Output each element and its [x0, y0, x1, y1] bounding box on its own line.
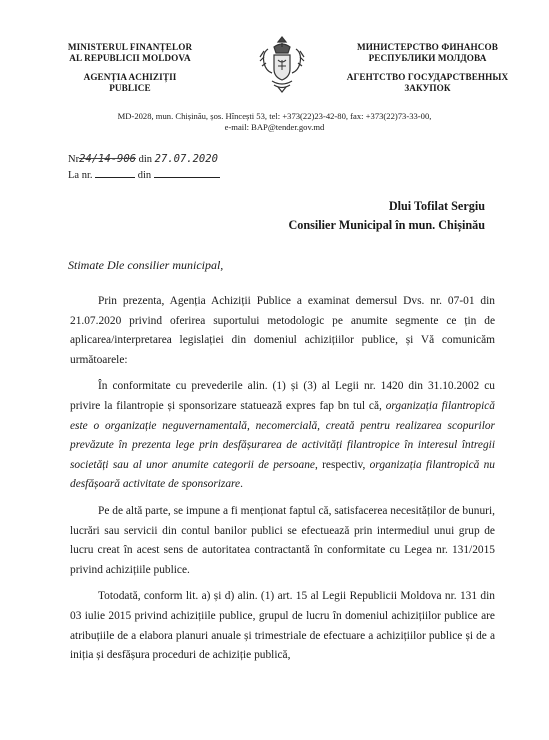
paragraph-2-connector: , respectiv,	[315, 458, 370, 471]
ministry-name-ro-line2: AL REPUBLICII MOLDOVA	[69, 53, 191, 63]
din2-blank	[154, 167, 220, 178]
header-right	[345, 42, 510, 94]
recipient-title: Consilier Municipal în mun. Chișinău	[288, 218, 485, 232]
header-left	[60, 42, 200, 94]
date-value: 27.07.2020	[154, 153, 218, 165]
contact-email: e-mail: BAP@tender.gov.md	[224, 122, 325, 132]
recipient-name: Dlui Tofilat Sergiu	[388, 199, 485, 213]
agency-name-ru-line2: ЗАКУПОК	[404, 83, 451, 93]
letter-body	[70, 292, 495, 673]
contact-address: MD-2028, mun. Chișinău, șos. Hîncești 53, tel: +373(22)23-42-80, fax: +373(22)73-33-00,	[117, 111, 432, 121]
agency-name-ro-line2: PUBLICE	[109, 83, 151, 93]
paragraph-4: Totodată, conform lit. a) și d) alin. (1) art. 15 al Legii Republicii Moldova nr. 131 din 03 iulie 2015 privind achizițiile publice, grupul de lucru în domeniul achizițiilor publice are atribuțiile de a elabora planuri anuale și trimestriale de efectuare a achizițiilor publice și de a iniția și desfășura proceduri de achiziție publică,	[70, 590, 495, 662]
ministry-name-ru-line1: МИНИСТЕРСТВО ФИНАНСОВ	[356, 42, 499, 52]
reply-reference-line	[68, 167, 220, 182]
paragraph-2-quote-2: organizația filantropică nu desfășoară activitate de sponsorizare	[70, 458, 496, 491]
la-nr-label: La nr.	[68, 170, 93, 181]
reference-number-line	[68, 153, 218, 166]
nr-value: 24/14-906	[79, 153, 136, 165]
din-label: din	[138, 154, 153, 165]
din2-label: din	[137, 170, 152, 181]
paragraph-3: Pe de altă parte, se impune a fi menționat faptul că, satisfacerea necesităților de bunuri, lucrări sau servicii din contul banilor publici se efectuează prin intermediul unui grup de lucru creat în acest sens de autoritatea contractantă în conformitate cu Legea nr. 131/2015 privind achizițiile publice.	[70, 504, 495, 576]
paragraph-1: Prin prezenta, Agenția Achiziții Publice a examinat demersul Dvs. nr. 07-01 din 21.07.2020 privind oferirea suportului metodologic pe anumite segmente ce țin de aplicarea/interpretarea legislației din domeniul achizițiilor publice, și Vă comunicăm următoarele:	[70, 295, 495, 366]
ministry-name-ro-line1: MINISTERUL FINANȚELOR	[67, 42, 193, 52]
la-nr-blank	[95, 167, 135, 178]
agency-name-ro-line1: AGENȚIA ACHIZIȚII	[83, 72, 177, 82]
paragraph-2-end: .	[240, 478, 243, 491]
ministry-name-ru-line2: РЕСПУБЛИКИ МОЛДОВА	[368, 53, 487, 63]
nr-label: Nr	[68, 154, 80, 165]
salutation: Stimate Dle consilier municipal,	[68, 258, 224, 272]
paragraph-2-quote-1: organizația filantropică este o organizație neguvernamentală, necomercială, creată pentru realizarea scopurilor prevăzute în prezenta lege prin desfășurarea de activități filantropice în interesul întregii societăți sau al unor anumite categorii de persoane	[70, 399, 495, 471]
agency-name-ru-line1: АГЕНТСТВО ГОСУДАРСТВЕННЫХ	[346, 72, 509, 82]
paragraph-2	[70, 377, 495, 495]
moldova-coat-of-arms-icon	[258, 33, 306, 95]
paragraph-2-intro: În conformitate cu prevederile alin. (1) și (3) al Legii nr. 1420 din 31.10.2002 cu privire la filantropie și sponsorizare statuează expres fap bn tul că,	[70, 380, 495, 412]
